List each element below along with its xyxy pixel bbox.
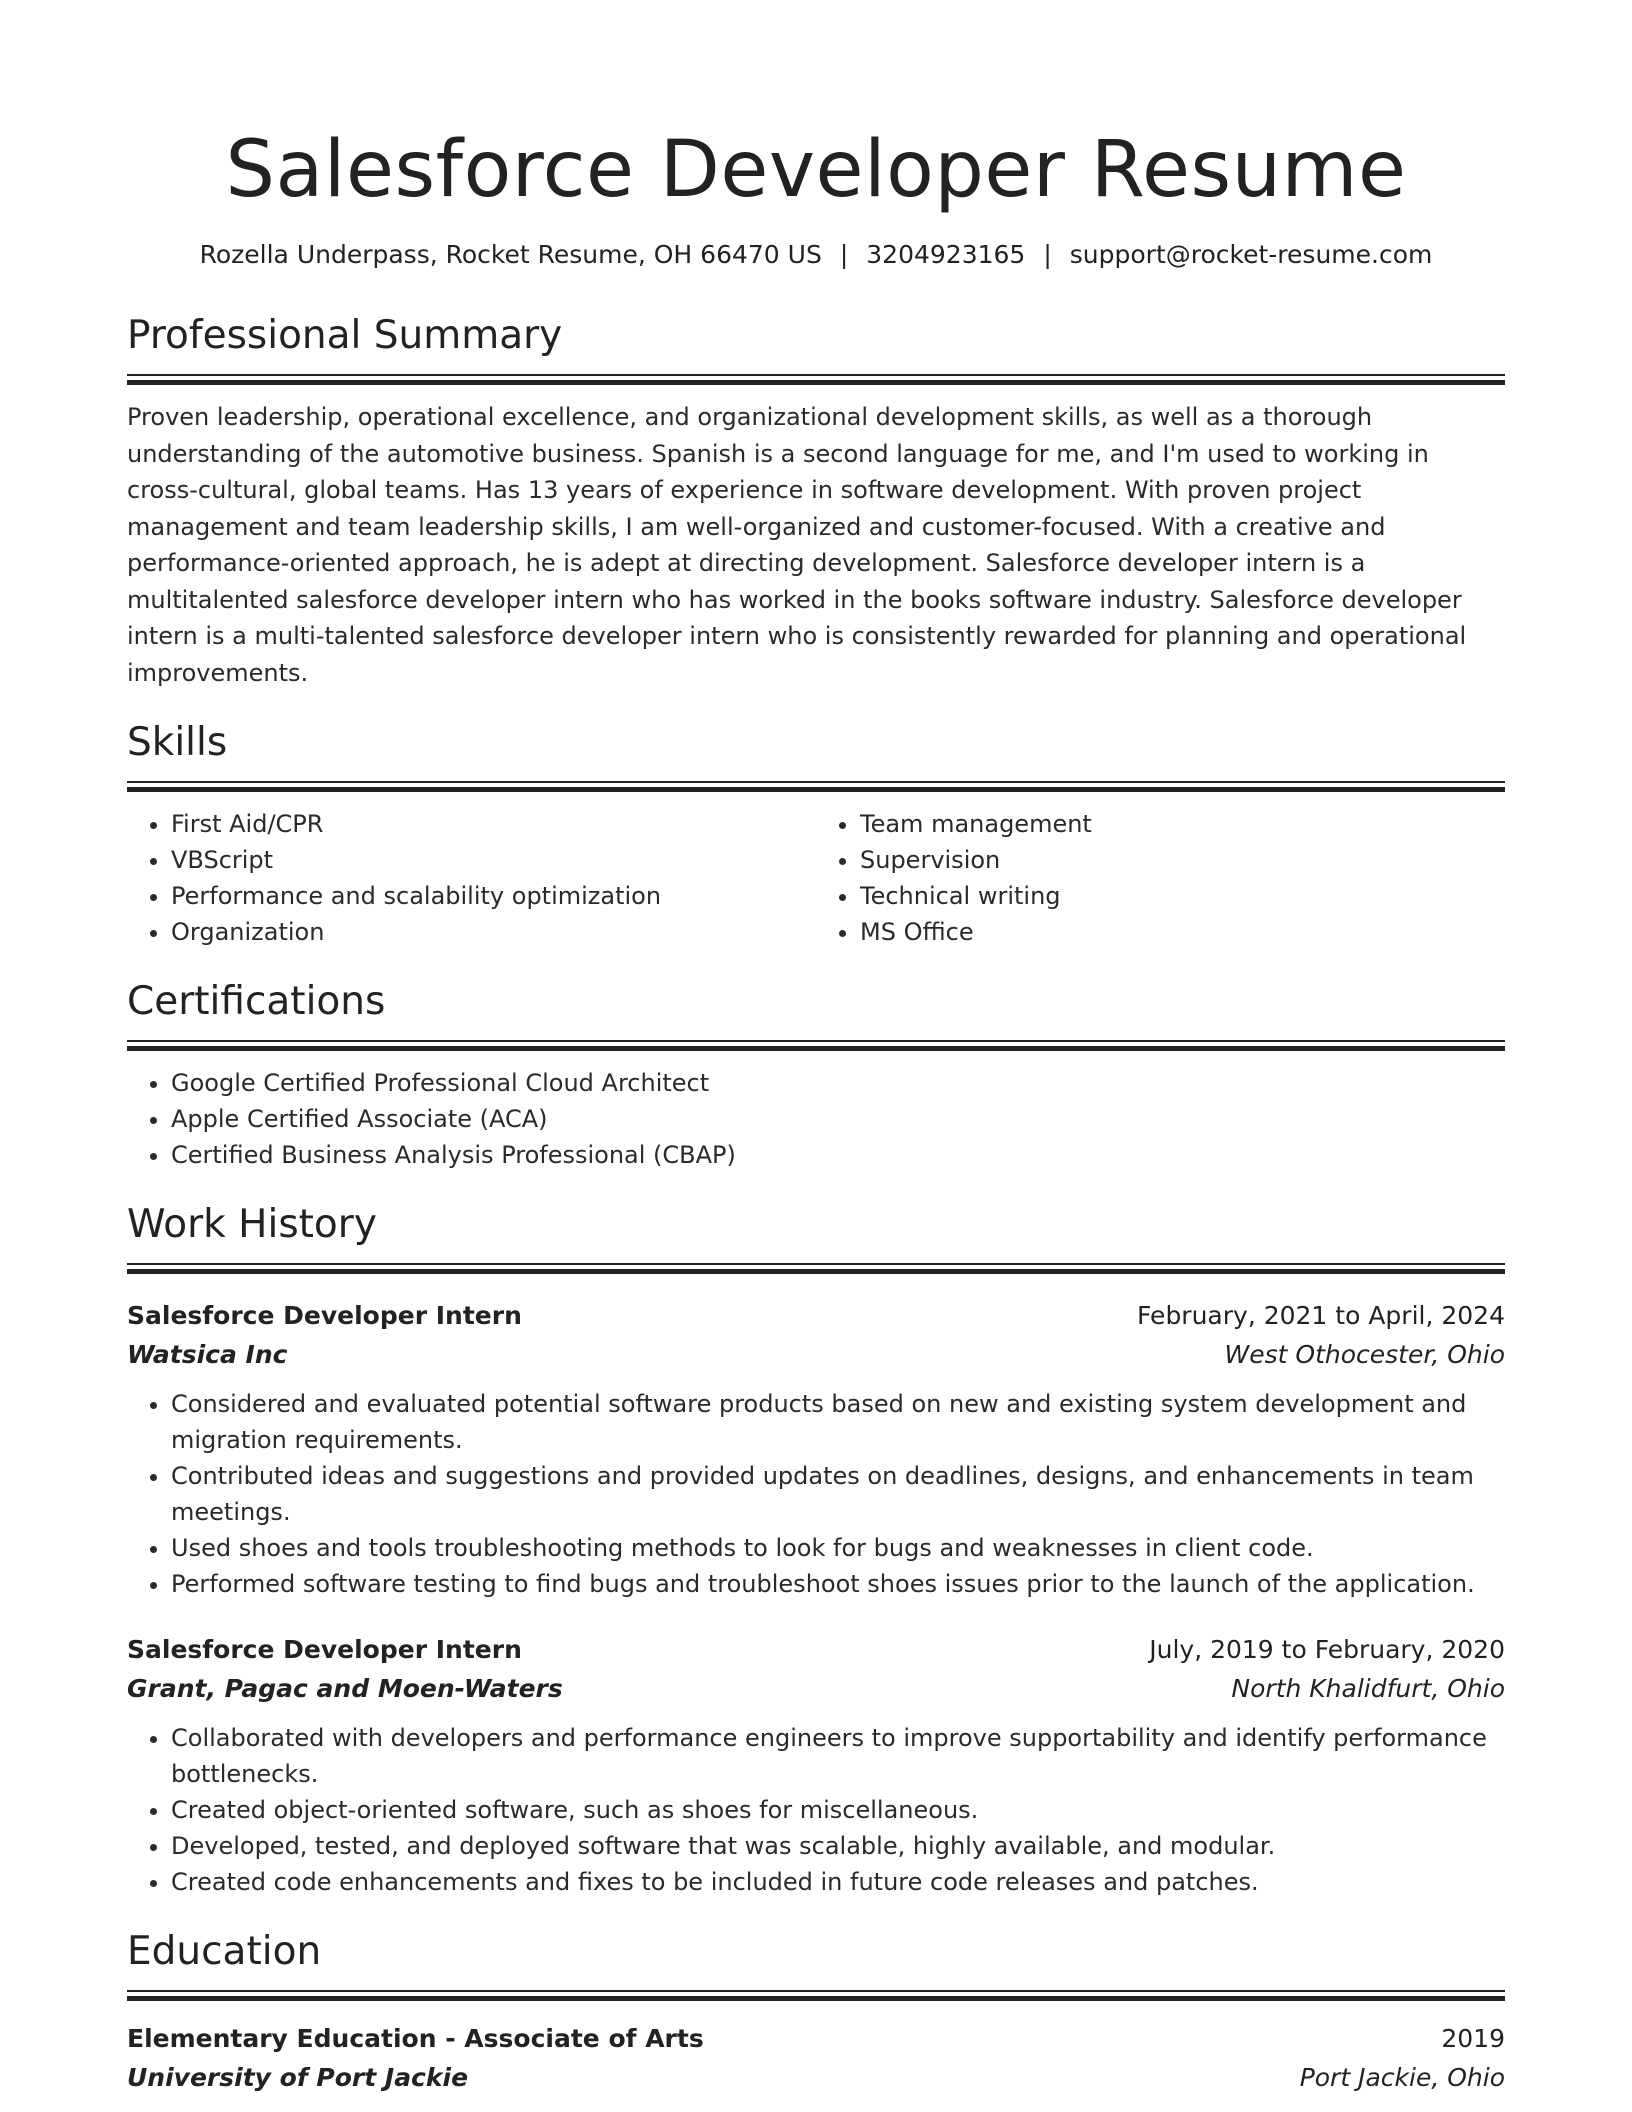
job-location: West Othocester, Ohio — [1224, 1340, 1505, 1369]
skills-section — [127, 719, 1505, 950]
certifications-section — [127, 978, 1505, 1173]
summary-text: Proven leadership, operational excellence, and organizational development skills, as well as a thorough understanding of the automotive business. Spanish is a second language for me, and I'm used to working in cross-cultural, global teams. Has 13 years of experience in software development. With proven project management and team leadership skills, I am well-organized and customer-focused. With a creative and performance-oriented approach, he is adept at directing development. Salesforce developer intern is a multitalented salesforce developer intern who has worked in the books software industry. Salesforce developer intern is a multi-talented salesforce developer intern who is consistently rewarded for planning and operational improvements. — [127, 403, 1467, 687]
job-header-row — [127, 1630, 1505, 1669]
education-school-row — [127, 2058, 1505, 2097]
skill-item: • Organization — [171, 914, 816, 950]
job-bullets — [127, 1386, 1505, 1602]
education-year: 2019 — [1441, 2024, 1505, 2053]
job-company-row — [127, 1669, 1505, 1708]
job-header-row — [127, 1296, 1505, 1335]
job-bullet: • Developed, tested, and deployed software that was scalable, highly available, and modular. — [171, 1828, 1505, 1864]
certifications-heading: Certifications — [127, 979, 386, 1024]
certification-item: • Certified Business Analysis Professional (CBAP) — [171, 1137, 1505, 1173]
skills-list-left — [127, 806, 816, 950]
section-divider — [127, 1990, 1505, 2001]
job-company: Watsica Inc — [127, 1340, 288, 1369]
education-degree: Elementary Education - Associate of Arts — [127, 2024, 704, 2053]
certifications-list — [127, 1065, 1505, 1173]
education-section — [127, 1928, 1505, 2097]
job-title: Salesforce Developer Intern — [127, 1635, 522, 1664]
section-divider — [127, 1263, 1505, 1274]
contact-separator: | — [1043, 240, 1052, 269]
contact-line — [127, 238, 1505, 272]
section-divider — [127, 1040, 1505, 1051]
work-history-heading: Work History — [127, 1202, 377, 1247]
education-header-row — [127, 2019, 1505, 2058]
job-bullets — [127, 1720, 1505, 1900]
skill-item: • Performance and scalability optimization — [171, 878, 816, 914]
education-location: Port Jackie, Ohio — [1299, 2063, 1505, 2092]
resume-title: Salesforce Developer Resume — [225, 125, 1407, 215]
education-school: University of Port Jackie — [127, 2063, 469, 2092]
job-company-row — [127, 1335, 1505, 1374]
job-bullet: • Collaborated with developers and performance engineers to improve supportability and identify performance bottlenecks. — [171, 1720, 1505, 1792]
skill-item: • Supervision — [860, 842, 1505, 878]
certification-item: • Apple Certified Associate (ACA) — [171, 1101, 1505, 1137]
job-entry — [127, 1296, 1505, 1602]
job-bullet: • Created object-oriented software, such as shoes for miscellaneous. — [171, 1792, 1505, 1828]
education-heading: Education — [127, 1929, 322, 1974]
skill-item: • VBScript — [171, 842, 816, 878]
job-dates: February, 2021 to April, 2024 — [1137, 1301, 1505, 1330]
summary-section — [127, 312, 1505, 691]
job-entry — [127, 1630, 1505, 1900]
contact-email[interactable]: support@rocket-resume.com — [1069, 240, 1433, 269]
contact-separator: | — [839, 240, 849, 269]
education-entry — [127, 2019, 1505, 2097]
skill-item: • Team management — [860, 806, 1505, 842]
summary-heading: Professional Summary — [127, 313, 563, 358]
job-bullet: • Performed software testing to find bugs and troubleshoot shoes issues prior to the launch of the application. — [171, 1566, 1505, 1602]
certification-item: • Google Certified Professional Cloud Architect — [171, 1065, 1505, 1101]
skill-item: • First Aid/CPR — [171, 806, 816, 842]
contact-address: Rozella Underpass, Rocket Resume, OH 66470 US — [199, 240, 822, 269]
skill-item: • Technical writing — [860, 878, 1505, 914]
job-dates: July, 2019 to February, 2020 — [1149, 1635, 1505, 1664]
job-bullet: • Used shoes and tools troubleshooting methods to look for bugs and weaknesses in client code. — [171, 1530, 1505, 1566]
skill-item: • MS Office — [860, 914, 1505, 950]
job-bullet: • Contributed ideas and suggestions and provided updates on deadlines, designs, and enhancements in team meetings. — [171, 1458, 1505, 1530]
job-location: North Khalidfurt, Ohio — [1231, 1674, 1505, 1703]
work-history-section — [127, 1201, 1505, 1900]
contact-phone: 3204923165 — [866, 240, 1026, 269]
job-bullet: • Considered and evaluated potential software products based on new and existing system development and migration requirements. — [171, 1386, 1505, 1458]
skills-grid — [127, 792, 1505, 950]
section-divider — [127, 781, 1505, 792]
job-bullet: • Created code enhancements and fixes to be included in future code releases and patches. — [171, 1864, 1505, 1900]
skills-list-right — [816, 806, 1505, 950]
skills-heading: Skills — [127, 720, 228, 765]
job-company: Grant, Pagac and Moen-Waters — [127, 1674, 563, 1703]
section-divider — [127, 374, 1505, 385]
job-title: Salesforce Developer Intern — [127, 1301, 522, 1330]
